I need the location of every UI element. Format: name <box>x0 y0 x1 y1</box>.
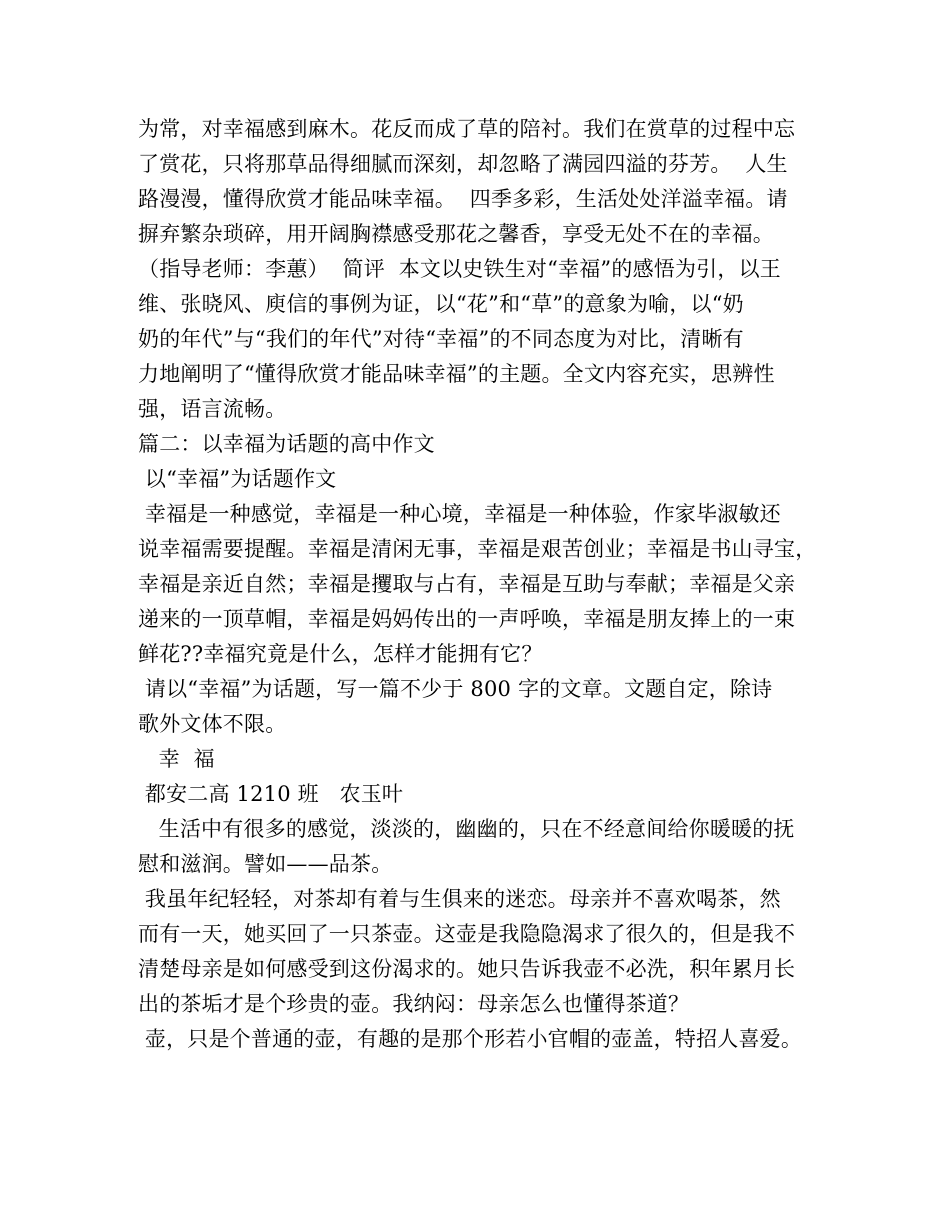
text-line: 而有一天，她买回了一只茶壶。这壶是我隐隐渴求了很久的，但是我不 <box>138 922 796 946</box>
text-line: 奶的年代”与“我们的年代”对待“幸福”的不同态度为对比，清晰有 <box>138 327 744 351</box>
essay-author: 都安二高 1210 班 农玉叶 <box>138 782 404 806</box>
text-line: 说幸福需要提醒。幸福是清闲无事，幸福是艰苦创业；幸福是书山寻宝， <box>138 537 817 561</box>
text-line: 慰和滋润。譬如——品茶。 <box>138 852 393 876</box>
text-line: 壶，只是个普通的壶，有趣的是那个形若小官帽的壶盖，特招人喜爱。 <box>138 1027 803 1051</box>
text-line: 维、张晓风、庾信的事例为证，以“花”和“草”的意象为喻，以“奶 <box>138 292 744 316</box>
text-line: 生活中有很多的感觉，淡淡的，幽幽的，只在不经意间给你暖暖的抚 <box>138 817 795 841</box>
text-line: 出的茶垢才是个珍贵的壶。我纳闷：母亲怎么也懂得茶道？ <box>138 992 690 1016</box>
text-line: 幸福是亲近自然；幸福是攫取与占有，幸福是互助与奉献；幸福是父亲 <box>138 572 796 596</box>
text-line: 强，语言流畅。 <box>138 397 287 421</box>
text-line: 力地阐明了“懂得欣赏才能品味幸福”的主题。全文内容充实，思辨性 <box>138 362 775 386</box>
essay-topic: 以“幸福”为话题作文 <box>138 467 337 491</box>
section-heading: 篇二：以幸福为话题的高中作文 <box>138 432 435 456</box>
text-line: 幸福是一种感觉，幸福是一种心境，幸福是一种体验，作家毕淑敏还 <box>138 502 781 526</box>
text-line: 了赏花，只将那草品得细腻而深刻，却忽略了满园四溢的芬芳。 人生 <box>138 152 788 176</box>
text-line: 我虽年纪轻轻，对茶却有着与生俱来的迷恋。母亲并不喜欢喝茶，然 <box>138 887 781 911</box>
text-line: 递来的一顶草帽，幸福是妈妈传出的一声呼唤，幸福是朋友捧上的一束 <box>138 607 796 631</box>
text-line: 请以“幸福”为话题，写一篇不少于 800 字的文章。文题自定，除诗 <box>138 677 773 701</box>
essay-title: 幸 福 <box>138 747 215 771</box>
document-body <box>138 112 838 1057</box>
text-line: （指导老师：李蕙） 简评 本文以史铁生对“幸福”的感悟为引，以王 <box>138 257 781 281</box>
text-line: 摒弃繁杂琐碎，用开阔胸襟感受那花之馨香，享受无处不在的幸福。 <box>138 222 774 246</box>
text-line: 清楚母亲是如何感受到这份渴求的。她只告诉我壶不必洗，积年累月长 <box>138 957 796 981</box>
text-line: 鲜花??幸福究竟是什么，怎样才能拥有它？ <box>138 642 543 666</box>
text-line: 路漫漫，懂得欣赏才能品味幸福。 四季多彩，生活处处洋溢幸福。请 <box>138 187 788 211</box>
text-line: 为常，对幸福感到麻木。花反而成了草的陪衬。我们在赏草的过程中忘 <box>138 117 796 141</box>
text-line: 歌外文体不限。 <box>138 712 287 736</box>
